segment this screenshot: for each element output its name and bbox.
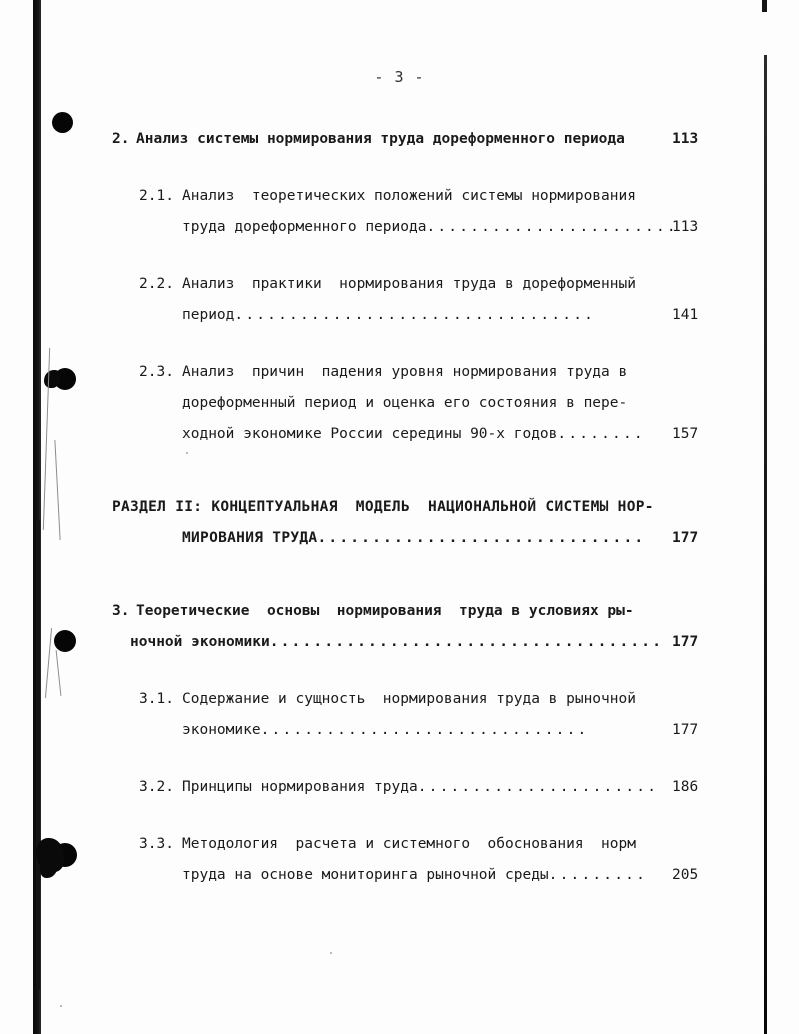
toc-entry-number: 2.2.: [139, 276, 174, 292]
toc-entry-spacer: [0, 243, 799, 269]
toc-page-number: 205: [672, 867, 699, 883]
toc-entry-title: ночной экономики....................................: [130, 634, 664, 650]
toc-entry-number: 3.: [112, 603, 130, 619]
toc-entry-spacer: [0, 658, 799, 684]
toc-entry[interactable]: [0, 124, 799, 155]
toc-entry-line: [0, 627, 799, 658]
toc-entry[interactable]: [0, 829, 799, 891]
toc-entry-line: [0, 269, 799, 300]
toc-entry-spacer: [0, 331, 799, 357]
page-folio-header: - 3 -: [374, 68, 425, 86]
toc-entry-line: [0, 300, 799, 331]
toc-entry-line: [0, 181, 799, 212]
toc-page-number: 113: [672, 219, 699, 235]
toc-entry[interactable]: [0, 269, 799, 331]
toc-entry-number: 2.1.: [139, 188, 174, 204]
toc-entry-line: [0, 715, 799, 746]
toc-entry-title: экономике..............................: [182, 722, 589, 738]
toc-page-number: 177: [672, 634, 699, 650]
toc-entry-spacer: [0, 803, 799, 829]
table-of-contents: [0, 124, 799, 891]
toc-page-number: 141: [672, 307, 699, 323]
toc-entry-spacer: [0, 450, 799, 492]
toc-dot-leader: ......................: [417, 779, 659, 795]
toc-entry-title: Анализ системы нормирования труда дореформенного периода: [136, 131, 625, 147]
toc-entry-title: труда дореформенного периода.......................: [182, 219, 678, 235]
toc-entry-line: [0, 212, 799, 243]
toc-entry-line: [0, 860, 799, 891]
toc-entry-spacer: [0, 155, 799, 181]
toc-entry-title: МИРОВАНИЯ ТРУДА..............................: [182, 530, 646, 546]
toc-entry-spacer: [0, 554, 799, 596]
toc-page-number: 157: [672, 426, 699, 442]
toc-entry-line: [0, 388, 799, 419]
toc-dot-leader: .......................: [426, 219, 678, 235]
toc-page-number: 186: [672, 779, 699, 795]
toc-entry-title: Теоретические основы нормирования труда в условиях ры-: [136, 603, 634, 619]
toc-entry[interactable]: [0, 684, 799, 746]
toc-entry-title: Анализ теоретических положений системы нормирования: [182, 188, 636, 204]
toc-entry-number: 3.1.: [139, 691, 174, 707]
toc-dot-leader: ........: [557, 426, 645, 442]
toc-entry-title: Анализ причин падения уровня нормирования труда в: [182, 364, 628, 380]
toc-entry-line: [0, 357, 799, 388]
toc-entry-line: [0, 684, 799, 715]
toc-entry-number: 3.2.: [139, 779, 174, 795]
right-top-tick-artifact: [762, 0, 767, 12]
toc-dot-leader: .........: [548, 867, 648, 883]
toc-entry-line: [0, 523, 799, 554]
toc-entry-title: РАЗДЕЛ II: КОНЦЕПТУАЛЬНАЯ МОДЕЛЬ НАЦИОНАЛЬНОЙ СИСТЕМЫ НОР-: [112, 499, 654, 515]
toc-entry-title: дореформенный период и оценка его состояния в пере-: [182, 395, 628, 411]
toc-entry-title: Методология расчета и системного обоснования норм: [182, 836, 636, 852]
toc-entry-line: [0, 596, 799, 627]
toc-entry-number: 3.3.: [139, 836, 174, 852]
paper-speck: [60, 1005, 62, 1007]
toc-page-number: 177: [672, 722, 699, 738]
toc-entry-number: 2.: [112, 131, 130, 147]
toc-entry-line: [0, 829, 799, 860]
toc-entry-title: труда на основе мониторинга рыночной среды.........: [182, 867, 648, 883]
toc-entry-title: Принципы нормирования труда......................: [182, 779, 659, 795]
toc-entry[interactable]: [0, 772, 799, 803]
toc-entry-number: 2.3.: [139, 364, 174, 380]
toc-page-number: 113: [672, 131, 699, 147]
toc-entry-title: ходной экономике России середины 90-х годов........: [182, 426, 645, 442]
toc-entry-title: Анализ практики нормирования труда в дореформенный: [182, 276, 636, 292]
toc-entry-line: [0, 419, 799, 450]
toc-entry-line: [0, 772, 799, 803]
toc-dot-leader: ..............................: [317, 530, 646, 546]
toc-entry[interactable]: [0, 181, 799, 243]
toc-page-number: 177: [672, 530, 699, 546]
toc-entry-line: [0, 124, 799, 155]
toc-dot-leader: ..............................: [260, 722, 589, 738]
paper-speck: [330, 952, 332, 954]
toc-entry-line: [0, 492, 799, 523]
toc-entry[interactable]: [0, 357, 799, 450]
toc-entry-title: период.................................: [182, 307, 596, 323]
toc-entry[interactable]: [0, 596, 799, 658]
toc-entry-title: Содержание и сущность нормирования труда в рыночной: [182, 691, 636, 707]
toc-dot-leader: .................................: [234, 307, 596, 323]
toc-entry[interactable]: [0, 492, 799, 554]
toc-dot-leader: ....................................: [269, 634, 664, 650]
toc-entry-spacer: [0, 746, 799, 772]
